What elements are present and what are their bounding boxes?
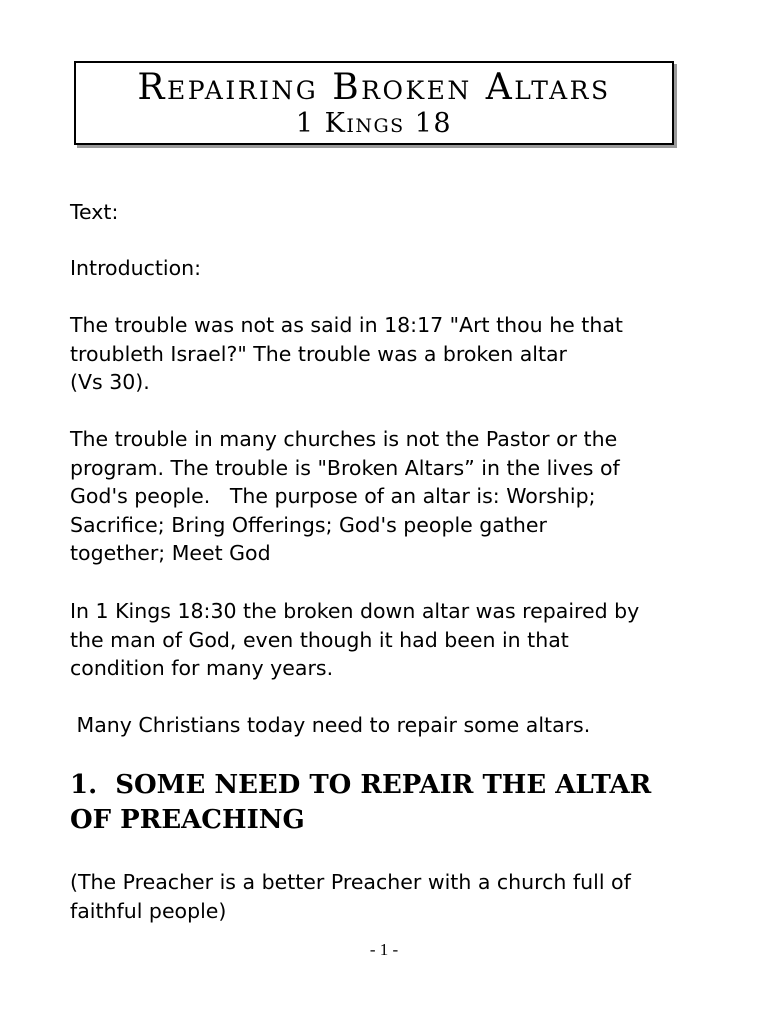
paragraph-preacher xyxy=(70,868,710,925)
paragraph-line: the man of God, even though it had been in that xyxy=(70,627,569,652)
scripture-reference: 1 Kings 18 xyxy=(295,108,453,139)
title-box xyxy=(74,61,674,145)
text-label: Text: xyxy=(70,200,119,224)
paragraph-line: The trouble in many churches is not the Pastor or the xyxy=(70,427,618,451)
paragraph-line: faithful people) xyxy=(70,898,227,923)
paragraph-line: (Vs 30). xyxy=(70,370,150,395)
paragraph-churches xyxy=(70,425,710,568)
paragraph-line: condition for many years. xyxy=(70,656,334,681)
paragraph-line: troubleth Israel?" The trouble was a broken altar xyxy=(70,341,567,366)
paragraph-kings xyxy=(70,597,710,683)
paragraph-line: together; Meet God xyxy=(70,541,271,566)
paragraph-line: God's people. The purpose of an altar is: Worship; xyxy=(70,484,596,509)
heading-line: OF PREACHING xyxy=(70,805,305,835)
heading-line: 1. SOME NEED TO REPAIR THE ALTAR xyxy=(70,770,652,800)
paragraph-trouble xyxy=(70,311,710,397)
paragraph-line: (The Preacher is a better Preacher with a church full of xyxy=(70,870,631,894)
page-number: - 1 - xyxy=(369,940,399,959)
paragraph-line: program. The trouble is "Broken Altars” in the lives of xyxy=(70,455,620,480)
introduction-label: Introduction: xyxy=(70,256,202,280)
document-title: Repairing Broken Altars xyxy=(137,67,611,108)
paragraph-line: The trouble was not as said in 18:17 "Art thou he that xyxy=(70,313,623,337)
paragraph-line: Sacrifice; Bring Offerings; God's people gather xyxy=(70,512,547,537)
paragraph-line: In 1 Kings 18:30 the broken down altar was repaired by xyxy=(70,599,640,623)
section-heading xyxy=(70,768,710,838)
paragraph-christians: Many Christians today need to repair some altars. xyxy=(70,713,591,737)
